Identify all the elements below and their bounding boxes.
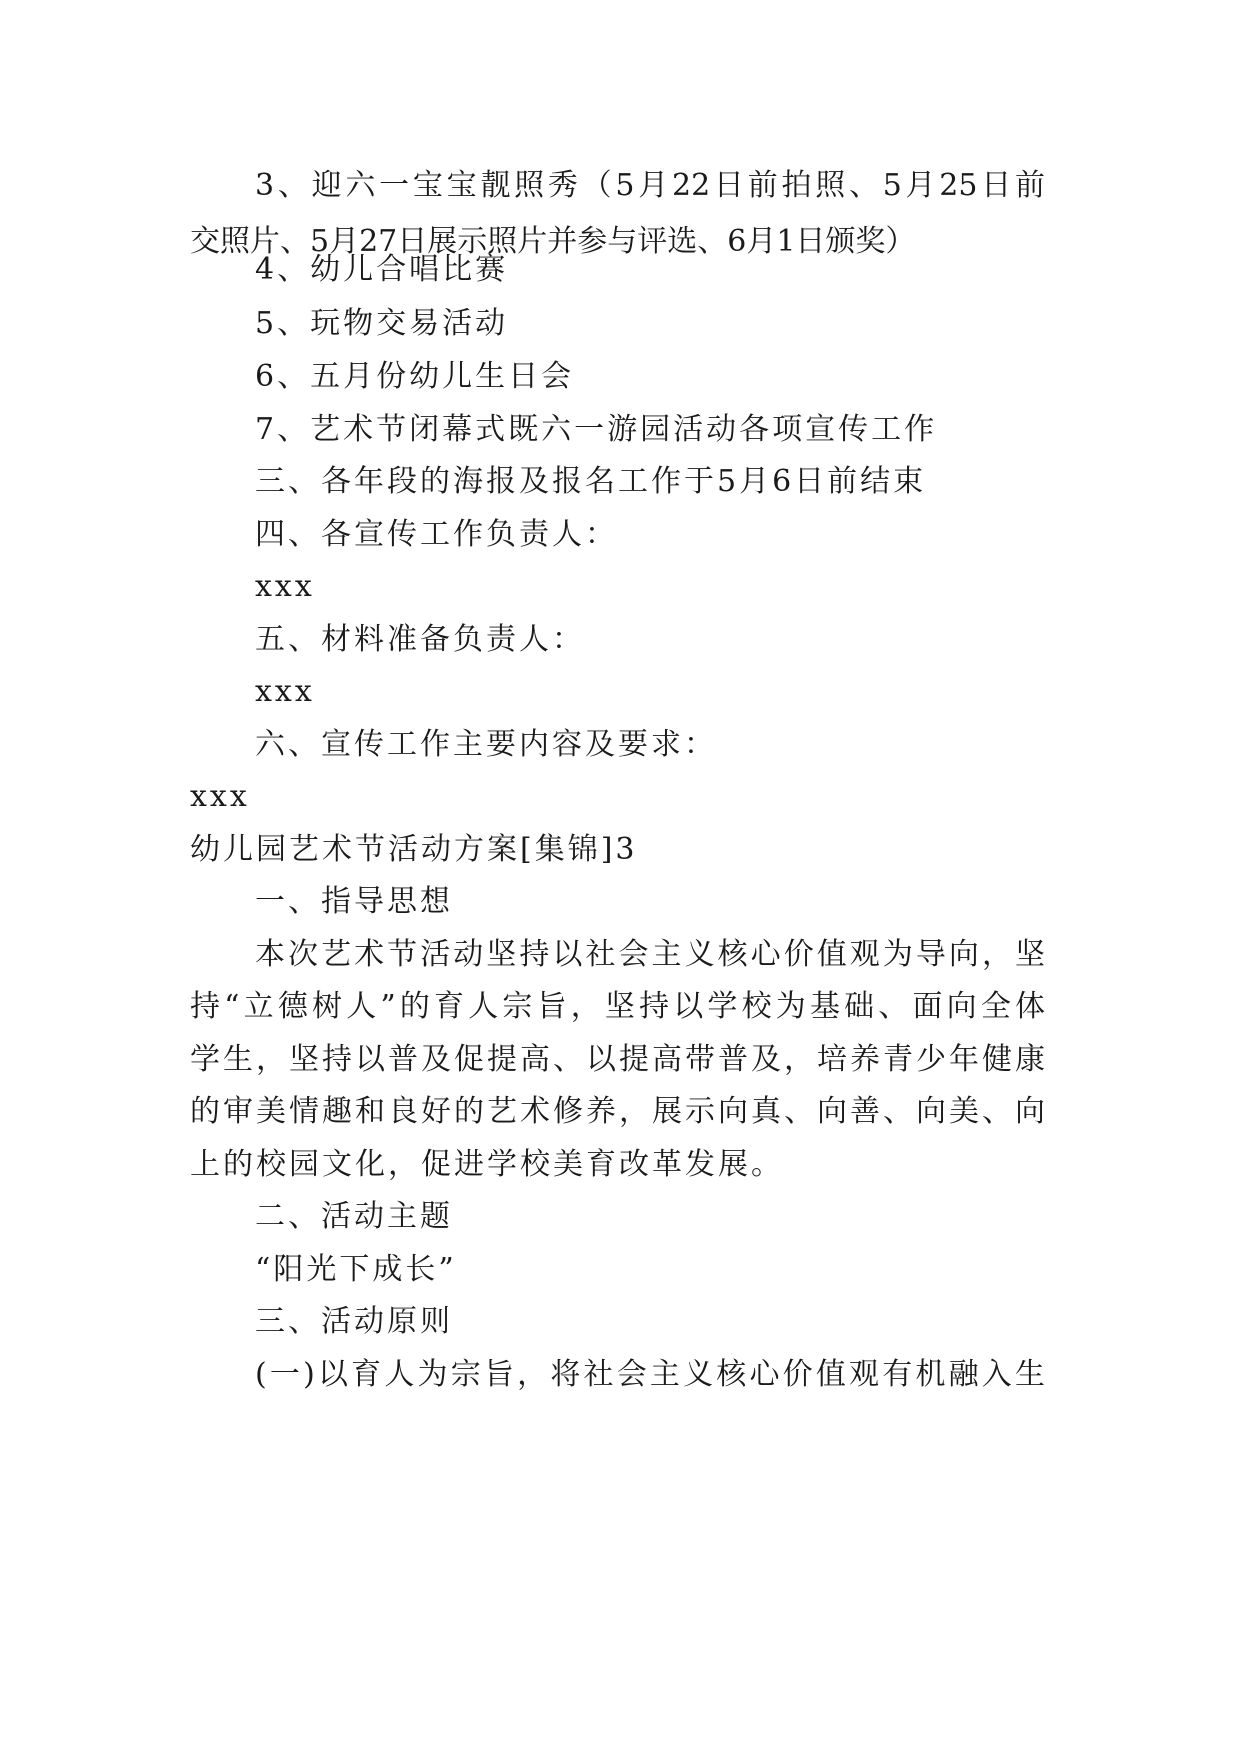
text-line: 交照片、5月27日展示照片并参与评选、6月1日颁奖） <box>190 224 916 259</box>
text-line: 学生，坚持以普及促提高、以提高带普及，培养青少年健康 <box>190 1042 1045 1077</box>
text-line: “阳光下成长” <box>255 1252 457 1287</box>
text-line: 五、材料准备负责人： <box>255 622 585 657</box>
text-line: 的审美情趣和良好的艺术修养，展示向真、向善、向美、向 <box>190 1094 1045 1129</box>
text-line: xxx <box>255 674 315 709</box>
text-line: 上的校园文化，促进学校美育改革发展。 <box>190 1147 784 1182</box>
text-line: 三、各年段的海报及报名工作于5月6日前结束 <box>255 464 927 499</box>
text-line: 4、幼儿合唱比赛 <box>255 252 509 287</box>
text-line: 持“立德树人”的育人宗旨，坚持以学校为基础、面向全体 <box>190 989 1045 1024</box>
text-line: 7、艺术节闭幕式既六一游园活动各项宣传工作 <box>255 412 938 447</box>
text-line: (一)以育人为宗旨，将社会主义核心价值观有机融入生 <box>255 1357 1045 1392</box>
text-line: xxx <box>190 779 250 814</box>
text-line: 二、活动主题 <box>255 1199 453 1234</box>
text-line: 六、宣传工作主要内容及要求： <box>255 727 717 762</box>
text-line: 3、迎六一宝宝靓照秀（5月22日前拍照、5月25日前 <box>255 168 1045 203</box>
section-title: 幼儿园艺术节活动方案[集锦]3 <box>190 832 638 867</box>
text-line: 四、各宣传工作负责人： <box>255 517 618 552</box>
text-line: 一、指导思想 <box>255 884 453 919</box>
text-line: 本次艺术节活动坚持以社会主义核心价值观为导向，坚 <box>255 937 1045 972</box>
text-line: 6、五月份幼儿生日会 <box>255 359 575 394</box>
text-line: xxx <box>255 569 315 604</box>
text-line: 三、活动原则 <box>255 1304 453 1339</box>
text-line: 5、玩物交易活动 <box>255 306 509 341</box>
